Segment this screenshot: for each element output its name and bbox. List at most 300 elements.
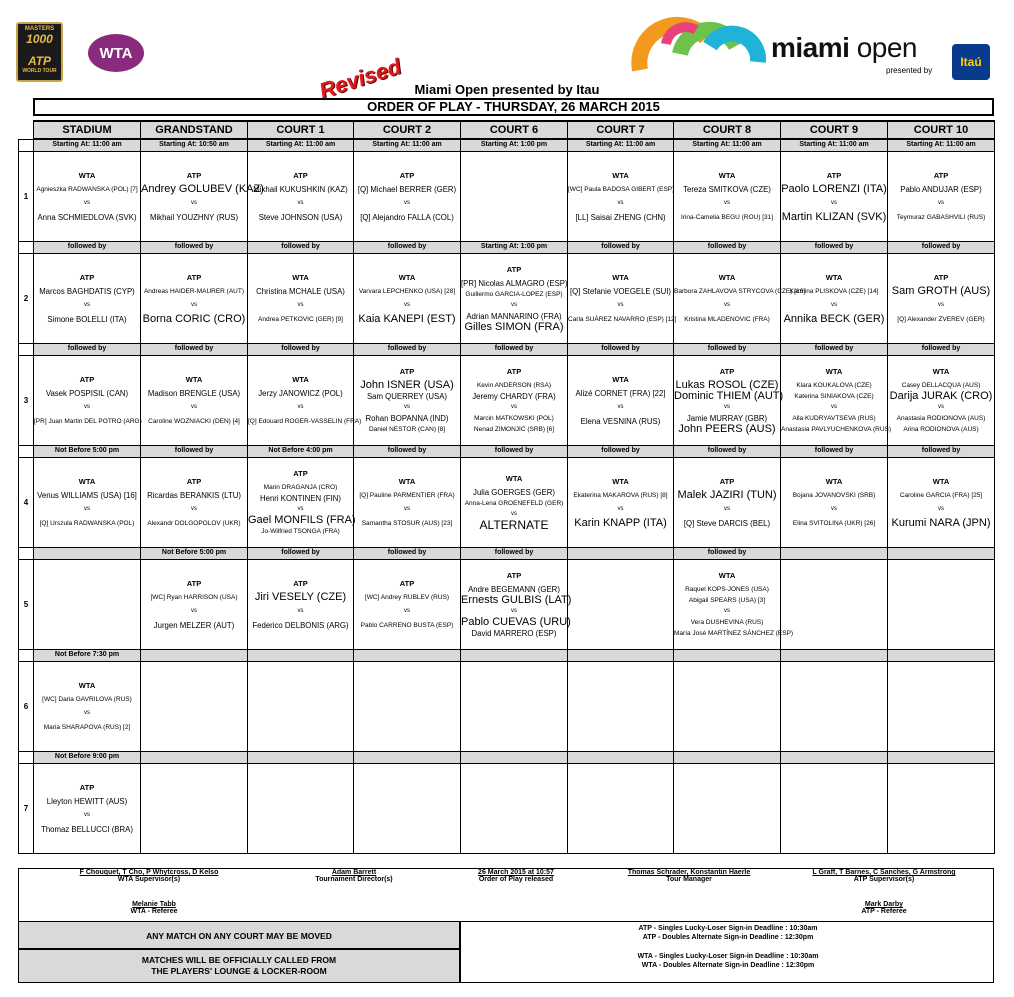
versus-label: vs xyxy=(724,199,730,206)
player-name: Alla KUDRYAVTSEVA (RUS) xyxy=(792,414,876,422)
start-time-cell xyxy=(781,751,888,763)
versus-label: vs xyxy=(84,199,90,206)
start-time-spacer xyxy=(19,343,34,355)
player-name: [PR] Juan Martin DEL POTRO (ARG) xyxy=(34,417,142,425)
versus-label: vs xyxy=(831,403,837,410)
row-number: 1 xyxy=(19,151,34,241)
start-time-spacer xyxy=(19,547,34,559)
court-header: COURT 2 xyxy=(354,121,461,139)
versus-label: vs xyxy=(831,199,837,206)
player-name: [WC] Andrey RUBLEV (RUS) xyxy=(364,593,450,601)
match-cell xyxy=(354,151,461,241)
start-time-cell: Starting At: 10:50 am xyxy=(141,139,248,151)
match-cell xyxy=(248,253,354,343)
player-name: Anna SCHMIEDLOVA (SVK) xyxy=(37,212,137,222)
tour-manager: Thomas Schrader, Konstantin Haerle Tour Manager xyxy=(627,869,751,883)
versus-label: vs xyxy=(404,301,410,308)
wta-supervisors: F Chouquet, T Cho, P Whytcross, D Kelso WTA Supervisor(s) xyxy=(79,869,219,883)
start-time-cell: Starting At: 11:00 am xyxy=(354,139,461,151)
player-name: Karolina PLISKOVA (CZE) [14] xyxy=(789,287,879,295)
versus-label: vs xyxy=(297,403,304,410)
start-time-cell xyxy=(674,751,781,763)
match-category: ATP xyxy=(826,170,842,180)
player-name: Raquel KOPS-JONES (USA) xyxy=(685,585,769,593)
start-time-row xyxy=(19,139,995,151)
match-cell xyxy=(888,457,995,547)
match-category: WTA xyxy=(932,476,950,486)
versus-label: vs xyxy=(724,301,730,308)
start-time-cell: Starting At: 11:00 am xyxy=(34,139,141,151)
match-cell xyxy=(354,559,461,649)
start-time-cell: Starting At: 11:00 am xyxy=(674,139,781,151)
match-cell xyxy=(461,457,568,547)
player-name: Madison BRENGLE (USA) xyxy=(147,388,241,398)
start-time-cell: followed by xyxy=(354,445,461,457)
match-cell xyxy=(141,559,248,649)
match-category: ATP xyxy=(79,374,95,384)
player-name: Guillermo GARCIA-LOPEZ (ESP) xyxy=(465,290,563,298)
player-name: Andrea PETKOVIC (GER) [9] xyxy=(258,315,343,323)
player-name: Andreas HAIDER-MAURER (AUT) xyxy=(143,287,245,295)
start-time-cell xyxy=(354,751,461,763)
match-cell xyxy=(461,559,572,649)
match-cell xyxy=(781,763,888,853)
row-number: 2 xyxy=(19,253,34,343)
versus-label: vs xyxy=(84,505,90,512)
player-name: Mikhail YOUZHNY (RUS) xyxy=(149,212,239,222)
player-name: Arina RODIONOVA (AUS) xyxy=(903,425,979,433)
start-time-cell xyxy=(568,547,674,559)
start-time-cell xyxy=(461,649,568,661)
start-time-spacer xyxy=(19,751,34,763)
start-time-cell xyxy=(888,751,995,763)
match-cell xyxy=(34,151,141,241)
match-cell xyxy=(354,355,461,445)
player-name: [Q] Pauline PARMENTIER (FRA) xyxy=(359,491,455,499)
start-time-cell xyxy=(568,751,674,763)
match-cell xyxy=(888,559,995,649)
match-category: ATP xyxy=(293,468,308,478)
versus-label: vs xyxy=(84,403,90,410)
match-row xyxy=(19,763,995,853)
start-time-cell: Not Before 5:00 pm xyxy=(34,445,141,457)
player-name: [WC] Paula BADOSA GIBERT (ESP) xyxy=(568,185,675,193)
match-cell xyxy=(34,457,141,547)
player-name: [Q] Michael BERRER (GER) xyxy=(357,184,457,194)
match-cell xyxy=(354,763,461,853)
match-category: WTA xyxy=(718,272,736,282)
player-name: Christina MCHALE (USA) xyxy=(256,286,345,296)
start-time-cell: followed by xyxy=(354,547,461,559)
player-name: Ekaterina MAKAROVA (RUS) [8] xyxy=(573,491,668,499)
notice-officially-called: MATCHES WILL BE OFFICIALLY CALLED FROM THE PLAYERS' LOUNGE & LOCKER-ROOM xyxy=(18,949,460,983)
versus-label: vs xyxy=(191,301,197,308)
match-cell xyxy=(461,253,568,343)
start-time-cell xyxy=(781,649,888,661)
versus-label: vs xyxy=(297,607,304,614)
court-header: COURT 6 xyxy=(461,121,568,139)
player-name: Caroline GARCIA (FRA) [25] xyxy=(899,491,983,499)
match-category: WTA xyxy=(612,476,629,486)
start-time-cell: followed by xyxy=(781,343,888,355)
match-cell xyxy=(568,457,674,547)
start-time-cell: Not Before 9:00 pm xyxy=(34,751,141,763)
match-category: WTA xyxy=(825,476,843,486)
player-name: Malek JAZIRI (TUN) xyxy=(677,488,777,501)
versus-label: vs xyxy=(938,505,944,512)
player-name: Lukas ROSOL (CZE) xyxy=(675,378,779,391)
match-row xyxy=(19,151,995,241)
start-time-row xyxy=(19,445,995,457)
start-time-cell: followed by xyxy=(141,241,248,253)
start-time-cell: Starting At: 11:00 am xyxy=(888,139,995,151)
player-name: Elina SVITOLINA (UKR) [26] xyxy=(792,519,876,527)
player-name: Annika BECK (GER) xyxy=(783,312,885,325)
match-cell xyxy=(248,763,354,853)
court-header: COURT 7 xyxy=(568,121,674,139)
match-category: WTA xyxy=(718,170,736,180)
match-cell xyxy=(674,253,806,343)
atp-referee: Mark Darby ATP - Referee xyxy=(861,901,907,915)
player-name: Sam QUERREY (USA) xyxy=(366,391,447,401)
start-time-cell: Starting At: 11:00 am xyxy=(248,139,354,151)
start-time-cell: Not Before 5:00 pm xyxy=(141,547,248,559)
start-time-cell xyxy=(248,649,354,661)
match-category: ATP xyxy=(399,366,415,376)
match-category: ATP xyxy=(399,170,415,180)
player-name: Venus WILLIAMS (USA) [16] xyxy=(37,490,137,500)
start-time-cell xyxy=(674,649,781,661)
player-name: Marcos BAGHDATIS (CYP) xyxy=(39,286,135,296)
player-name: Steve JOHNSON (USA) xyxy=(258,212,343,222)
match-cell xyxy=(568,559,674,649)
match-cell xyxy=(248,661,354,751)
match-category: ATP xyxy=(506,264,522,274)
versus-label: vs xyxy=(511,607,517,614)
match-cell xyxy=(354,457,461,547)
player-name: [WC] Daria GAVRILOVA (RUS) xyxy=(42,695,132,703)
court-header: STADIUM xyxy=(34,121,141,139)
start-time-spacer xyxy=(19,241,34,253)
start-time-cell xyxy=(354,649,461,661)
player-name: Nenad ZIMONJIC (SRB) [6] xyxy=(473,425,555,433)
match-cell xyxy=(461,355,568,445)
player-name: Karin KNAPP (ITA) xyxy=(574,516,667,529)
player-name: Jurgen MELZER (AUT) xyxy=(153,620,235,630)
player-name: Marcin MATKOWSKI (POL) xyxy=(474,414,554,422)
match-cell xyxy=(781,559,888,649)
match-cell xyxy=(248,457,354,547)
match-cell xyxy=(141,253,248,343)
versus-label: vs xyxy=(84,709,90,716)
player-name: Dominic THIEM (AUT) xyxy=(674,389,784,402)
versus-label: vs xyxy=(724,607,730,614)
player-name: Kurumi NARA (JPN) xyxy=(891,516,991,529)
start-time-cell: Starting At: 1:00 pm xyxy=(461,139,568,151)
miami-open-logo: miami open presented by Itaú xyxy=(636,18,996,82)
player-name: Alexandr DOLGOPOLOV (UKR) xyxy=(147,519,241,527)
start-time-cell: followed by xyxy=(34,343,141,355)
player-name: [Q] Steve DARCIS (BEL) xyxy=(683,518,771,528)
match-category: ATP xyxy=(293,170,308,180)
player-name: Anna-Lena GROENEFELD (GER) xyxy=(464,500,564,507)
match-row xyxy=(19,559,995,649)
player-name: Teymuraz GABASHVILI (RUS) xyxy=(896,213,986,221)
player-name: Jiri VESELY (CZE) xyxy=(254,590,347,603)
tournament-director: Adam Barrett Tournament Director(s) xyxy=(315,869,393,883)
match-cell xyxy=(568,763,674,853)
revised-stamp: Revised xyxy=(316,53,405,104)
player-name: Barbora ZAHLAVOVA STRYCOVA (CZE) [16] xyxy=(674,287,806,295)
player-name: Irina-Camelia BEGU (ROU) [31] xyxy=(680,213,774,221)
match-cell xyxy=(568,151,674,241)
match-cell xyxy=(34,559,141,649)
start-time-cell: followed by xyxy=(888,445,995,457)
start-time-cell: followed by xyxy=(674,445,781,457)
player-name: [Q] Urszula RADWANSKA (POL) xyxy=(39,519,135,527)
match-category: ATP xyxy=(506,366,522,376)
versus-label: vs xyxy=(297,301,304,308)
match-cell xyxy=(141,457,248,547)
row-number: 4 xyxy=(19,457,34,547)
start-time-cell: followed by xyxy=(568,343,674,355)
wta-logo: WTA xyxy=(88,34,144,72)
player-name: Thomaz BELLUCCI (BRA) xyxy=(41,824,133,834)
player-name: [Q] Stefanie VOEGELE (SUI) xyxy=(570,286,671,296)
row-number: 6 xyxy=(19,661,34,751)
player-name: Adrian MANNARINO (FRA) xyxy=(466,311,562,321)
player-name: Mikhail KUKUSHKIN (KAZ) xyxy=(253,184,348,194)
player-name: Pablo CARRENO BUSTA (ESP) xyxy=(360,621,454,629)
player-name: Rohan BOPANNA (IND) xyxy=(365,413,449,423)
match-category: WTA xyxy=(78,680,96,690)
player-name: Darija JURAK (CRO) xyxy=(889,389,993,402)
match-cell xyxy=(34,661,141,751)
match-category: ATP xyxy=(79,272,95,282)
player-name: [Q] Alexander ZVEREV (GER) xyxy=(897,315,985,323)
start-time-cell: followed by xyxy=(568,445,674,457)
player-name: Jeremy CHARDY (FRA) xyxy=(472,391,556,401)
versus-label: vs xyxy=(938,199,944,206)
player-name: Martin KLIZAN (SVK) xyxy=(781,210,887,223)
player-name: Vasek POSPISIL (CAN) xyxy=(45,388,129,398)
player-name: Casey DELLACQUA (AUS) xyxy=(901,381,981,389)
match-category: WTA xyxy=(78,476,96,486)
start-time-cell: Not Before 4:00 pm xyxy=(248,445,354,457)
start-time-cell xyxy=(888,649,995,661)
player-name: Jamie MURRAY (GBR) xyxy=(686,413,768,423)
row-number: 3 xyxy=(19,355,34,445)
match-cell xyxy=(141,661,248,751)
match-category: ATP xyxy=(719,366,735,376)
match-category: ATP xyxy=(186,578,202,588)
start-time-cell: followed by xyxy=(461,343,568,355)
versus-label: vs xyxy=(404,403,410,410)
match-category: WTA xyxy=(718,570,736,580)
start-time-cell: followed by xyxy=(674,241,781,253)
match-category: WTA xyxy=(398,272,416,282)
match-cell xyxy=(674,763,781,853)
match-category: ATP xyxy=(719,476,735,486)
start-time-cell: followed by xyxy=(141,445,248,457)
player-name: Ricardas BERANKIS (LTU) xyxy=(147,490,241,500)
match-cell xyxy=(568,661,674,751)
player-name: María José MARTÍNEZ SÁNCHEZ (ESP) xyxy=(674,629,794,637)
versus-label: vs xyxy=(511,301,517,308)
start-time-row xyxy=(19,547,995,559)
player-name: Samantha STOSUR (AUS) [23] xyxy=(361,519,453,527)
versus-label: vs xyxy=(191,505,197,512)
player-name: [PR] Nicolas ALMAGRO (ESP) xyxy=(461,278,568,288)
player-name: Maria SHARAPOVA (RUS) [2] xyxy=(43,723,131,731)
match-category: WTA xyxy=(825,366,843,376)
start-time-cell xyxy=(248,751,354,763)
start-time-cell: followed by xyxy=(354,343,461,355)
match-cell xyxy=(34,253,141,343)
match-category: ATP xyxy=(933,272,949,282)
match-cell xyxy=(461,661,568,751)
versus-label: vs xyxy=(938,403,944,410)
match-cell xyxy=(248,355,362,445)
match-category: WTA xyxy=(932,366,950,376)
match-cell xyxy=(674,151,781,241)
player-name: Klara KOUKALOVA (CZE) xyxy=(796,381,872,389)
miami-open-rainbow-icon xyxy=(636,18,766,74)
player-name: Carla SUÁREZ NAVARRO (ESP) [12] xyxy=(568,315,677,323)
order-of-play-heading: ORDER OF PLAY - THURSDAY, 26 MARCH 2015 xyxy=(33,98,994,116)
versus-label: vs xyxy=(617,301,624,308)
match-category: ATP xyxy=(506,570,522,580)
player-name: Ernests GULBIS (LAT) xyxy=(461,593,572,606)
player-name: Caroline WOZNIACKI (DEN) [4] xyxy=(148,417,240,425)
match-cell xyxy=(888,151,995,241)
court-header: COURT 10 xyxy=(888,121,995,139)
match-cell xyxy=(781,661,888,751)
start-time-row xyxy=(19,343,995,355)
start-time-row xyxy=(19,751,995,763)
match-category: WTA xyxy=(292,374,309,384)
player-name: Lleyton HEWITT (AUS) xyxy=(46,796,128,806)
court-header: COURT 1 xyxy=(248,121,354,139)
release-info: 26 March 2015 at 10:57 Order of Play released xyxy=(478,869,554,883)
player-name: Jo-Wilfried TSONGA (FRA) xyxy=(261,527,340,535)
start-time-spacer xyxy=(19,139,34,151)
match-cell xyxy=(888,355,995,445)
versus-label: vs xyxy=(831,301,837,308)
wta-referee: Melanie Tabb WTA - Referee xyxy=(130,901,178,915)
atp-masters-1000-logo: MASTERS 1000 ATP WORLD TOUR xyxy=(16,22,63,82)
versus-label: vs xyxy=(191,199,197,206)
start-time-cell: followed by xyxy=(674,343,781,355)
versus-label: vs xyxy=(297,505,304,512)
start-time-cell: followed by xyxy=(34,241,141,253)
player-name: Borna CORIC (CRO) xyxy=(142,312,246,325)
match-cell xyxy=(781,457,888,547)
match-cell xyxy=(568,355,674,445)
match-cell xyxy=(888,661,995,751)
versus-label: vs xyxy=(191,607,197,614)
player-name: Anastasia PAVLYUCHENKOVA (RUS) xyxy=(781,425,892,433)
player-name: Abigail SPEARS (USA) [3] xyxy=(688,596,766,604)
match-cell xyxy=(781,151,888,241)
match-category: ATP xyxy=(79,782,95,792)
player-name: Kaia KANEPI (EST) xyxy=(358,312,456,325)
match-cell xyxy=(141,151,264,241)
player-name: Pablo CUEVAS (URU) xyxy=(461,615,571,628)
player-name: Andrey GOLUBEV (KAZ) xyxy=(141,182,264,195)
player-name: Gael MONFILS (FRA) xyxy=(248,513,356,526)
match-cell xyxy=(781,253,888,343)
start-time-cell: followed by xyxy=(141,343,248,355)
order-of-play-table xyxy=(18,120,995,854)
player-name: Vera DUSHEVINA (RUS) xyxy=(690,618,764,626)
start-time-row xyxy=(19,241,995,253)
player-name: Federico DELBONIS (ARG) xyxy=(252,620,349,630)
player-name: Henri KONTINEN (FIN) xyxy=(259,493,341,503)
page-title: Miami Open presented by Itau xyxy=(414,82,600,97)
versus-label: vs xyxy=(511,511,517,517)
start-time-cell: Starting At: 11:00 am xyxy=(781,139,888,151)
match-cell xyxy=(674,661,781,751)
player-name: ALTERNATE xyxy=(479,518,549,532)
match-cell xyxy=(34,355,141,445)
start-time-cell: followed by xyxy=(461,445,568,457)
match-row xyxy=(19,661,995,751)
match-category: WTA xyxy=(612,374,629,384)
start-time-cell: followed by xyxy=(248,241,354,253)
match-cell xyxy=(141,763,248,853)
start-time-cell: followed by xyxy=(354,241,461,253)
match-row xyxy=(19,457,995,547)
start-time-cell: followed by xyxy=(888,343,995,355)
player-name: [Q] Edouard ROGER-VASSELIN (FRA) xyxy=(248,417,362,425)
versus-label: vs xyxy=(191,403,197,410)
player-name: Sam GROTH (AUS) xyxy=(891,284,991,297)
player-name: Alizé CORNET (FRA) [22] xyxy=(575,388,666,398)
start-time-spacer xyxy=(19,649,34,661)
match-cell xyxy=(674,355,784,445)
versus-label: vs xyxy=(724,403,730,410)
match-cell xyxy=(568,253,677,343)
start-time-cell xyxy=(141,649,248,661)
player-name: [Q] Alejandro FALLA (COL) xyxy=(360,212,454,222)
player-name: Simone BOLELLI (ITA) xyxy=(47,314,127,324)
player-name: Pablo ANDUJAR (ESP) xyxy=(900,184,982,194)
start-time-cell: followed by xyxy=(781,241,888,253)
match-cell xyxy=(141,355,248,445)
start-time-cell: followed by xyxy=(248,547,354,559)
match-cell xyxy=(248,151,354,241)
player-name: Andre BEGEMANN (GER) xyxy=(468,584,560,594)
versus-label: vs xyxy=(617,403,624,410)
match-row xyxy=(19,253,995,343)
player-name: Katerina SINIAKOVA (CZE) xyxy=(794,392,874,400)
match-cell xyxy=(888,253,995,343)
match-category: ATP xyxy=(293,578,308,588)
itau-logo: Itaú xyxy=(952,44,990,80)
notice-match-moved: ANY MATCH ON ANY COURT MAY BE MOVED xyxy=(18,921,460,949)
row-number: 5 xyxy=(19,559,34,649)
start-time-cell: followed by xyxy=(248,343,354,355)
player-name: Jerzy JANOWICZ (POL) xyxy=(258,388,343,398)
match-category: WTA xyxy=(78,170,96,180)
versus-label: vs xyxy=(404,505,410,512)
start-time-cell xyxy=(34,547,141,559)
match-cell xyxy=(674,559,794,649)
player-name: Marin DRAGANJA (CRO) xyxy=(263,483,338,491)
match-category: ATP xyxy=(186,476,202,486)
start-time-cell xyxy=(781,547,888,559)
